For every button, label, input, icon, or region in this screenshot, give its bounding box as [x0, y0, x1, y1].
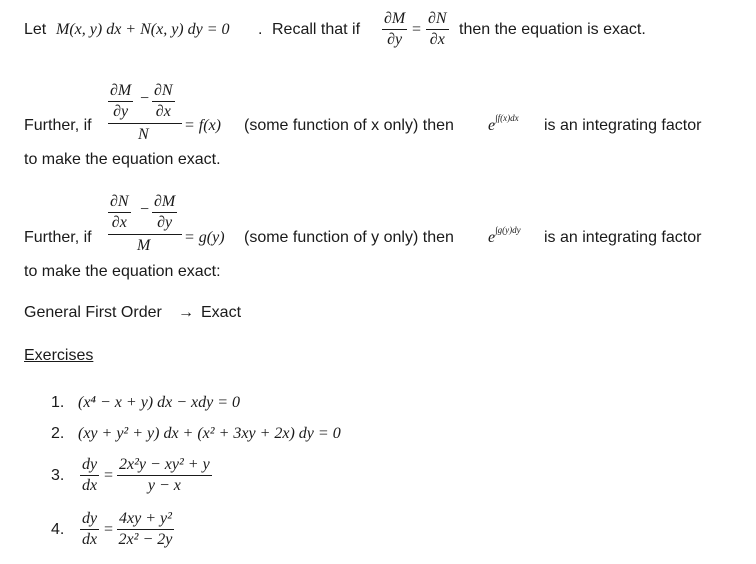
exercise-1-number: 1. — [51, 394, 65, 411]
case1-equals: = f(x) — [184, 117, 221, 134]
exact-eq: = — [412, 21, 422, 38]
case2-den: M — [137, 237, 151, 254]
case1-further: Further, if — [24, 117, 92, 134]
case1-partial-b: $\frac{\partial N}{\partial x}$ — [154, 82, 173, 120]
case1-partial-a: $\frac{\partial M}{\partial y}$ — [110, 82, 132, 120]
exercise-2-expression: (xy + y² + y) dx + (x² + 3xy + 2x) dy = 0 — [78, 425, 341, 442]
exact-fraction-left — [382, 10, 407, 49]
intro-dot: . — [258, 21, 263, 38]
exercise-4-number: 4. — [51, 521, 65, 538]
intro-let: Let — [24, 21, 47, 38]
case2-exponential: $e^{\int g(y)dy}$ — [488, 225, 521, 246]
intro-equation: M(x, y) dx + N(x, y) dy = 0 — [56, 21, 230, 38]
exercise-4-eq: = — [104, 521, 114, 538]
intro-then: then the equation is exact. — [459, 21, 646, 38]
exact-num-right: ∂N — [426, 10, 449, 30]
case2-partial-b: $\frac{\partial M}{\partial y}$ — [154, 193, 176, 231]
exact-den-left: ∂y — [387, 31, 403, 48]
case1-desc: (some function of x only) then — [244, 117, 454, 134]
exercise-4-lhs: $\frac{dy}{dx}$ — [82, 510, 98, 548]
exact-num-left: ∂M — [382, 10, 407, 30]
arrow-right-icon: → — [178, 304, 194, 321]
case1-den: N — [138, 126, 149, 143]
exact-fraction-right — [426, 10, 449, 49]
case1-fraction: $\frac{\partial M}{\partial y}$ − $\frac{\partial N}{\partial x}$ N — [108, 82, 182, 145]
case1-exponential: $e^{\int f(x)dx}$ — [488, 113, 519, 134]
case1-tail: is an integrating factor — [544, 117, 702, 134]
case2-further: Further, if — [24, 229, 92, 246]
case2-main-bar — [108, 234, 182, 235]
exact-den-right: ∂x — [429, 31, 445, 48]
case2-equals: = g(y) — [184, 229, 225, 246]
case2-fraction: $\frac{\partial N}{\partial x}$ − $\frac{\partial M}{\partial y}$ M — [108, 193, 182, 256]
case2-tail: is an integrating factor — [544, 229, 702, 246]
flow-right: Exact — [201, 304, 242, 321]
exercises-heading: Exercises — [24, 347, 94, 364]
case1-line2: to make the equation exact. — [24, 151, 221, 168]
exercise-3-lhs: $\frac{dy}{dx}$ — [82, 456, 98, 494]
exercise-4-rhs: $\frac{\text{4xy + y²}}{\text{2x² − 2y}}$ — [118, 510, 173, 548]
exercise-3-number: 3. — [51, 467, 65, 484]
case2-partial-a: $\frac{\partial N}{\partial x}$ — [110, 193, 129, 231]
exercise-3-eq: = — [104, 467, 114, 484]
exercise-2-number: 2. — [51, 425, 65, 442]
exercise-1-expression: (x⁴ − x + y) dx − xdy = 0 — [78, 394, 241, 411]
case2-desc: (some function of y only) then — [244, 229, 454, 246]
intro-recall: Recall that if — [272, 21, 361, 38]
exercise-3-rhs: $\frac{\text{2x²y − xy² + y}}{y - x}$ — [119, 456, 210, 494]
flow-left: General First Order — [24, 304, 162, 321]
case2-line2: to make the equation exact: — [24, 263, 221, 280]
case1-main-bar — [108, 123, 182, 124]
